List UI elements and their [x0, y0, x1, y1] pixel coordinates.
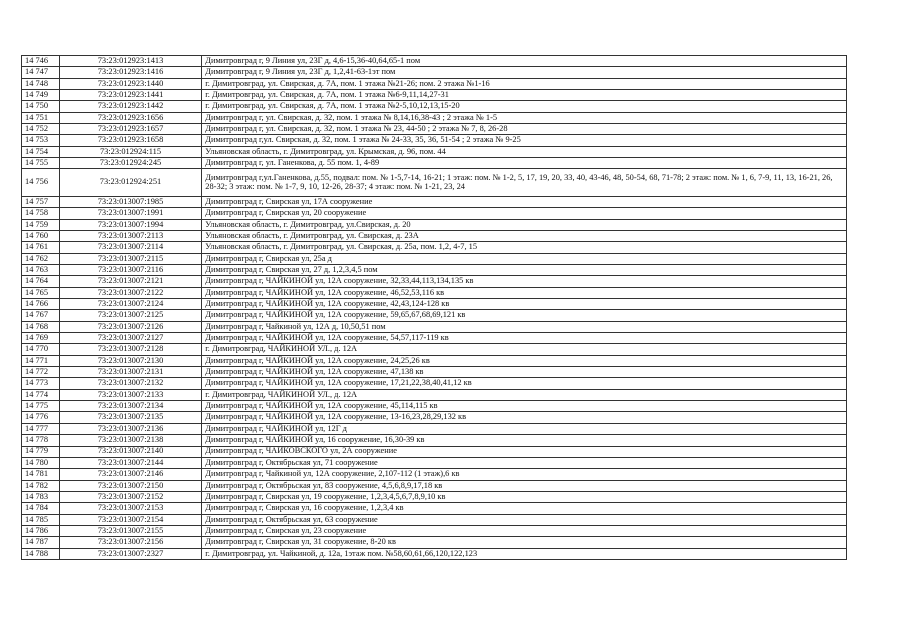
row-number-cell: 14 752 — [22, 124, 60, 135]
cadastral-number-cell: 73:23:013007:2146 — [59, 469, 202, 480]
address-cell: Димитровград г, ЧАЙКИНОЙ ул, 12А сооружение, 32,33,44,113,134,135 кв — [202, 276, 847, 287]
address-cell: г. Димитровград, ул. Чайкиной, д. 12а, 1этаж пом. №58,60,61,66,120,122,123 — [202, 548, 847, 559]
cadastral-number-cell: 73:23:013007:2132 — [59, 378, 202, 389]
address-cell: Димитровград г, ул. Свирская, д. 32, пом. 1 этажа № 23, 44-50 ; 2 этажа № 7, 8, 26-28 — [202, 124, 847, 135]
cadastral-number-cell: 73:23:013007:2134 — [59, 401, 202, 412]
address-cell: Димитровград г, Октябрьская ул, 83 сооружение, 4,5,6,8,9,17,18 кв — [202, 480, 847, 491]
table-row — [22, 196, 847, 207]
cadastral-number-cell: 73:23:013007:2116 — [59, 265, 202, 276]
address-cell: Димитровград г, ул. Ганенкова, д. 55 пом. 1, 4-89 — [202, 158, 847, 169]
address-cell: Димитровград г, ЧАЙКИНОЙ ул, 12А сооружение, 46,52,53,116 кв — [202, 287, 847, 298]
cadastral-number-cell: 73:23:013007:1985 — [59, 196, 202, 207]
row-number-cell: 14 759 — [22, 219, 60, 230]
row-number-cell: 14 760 — [22, 230, 60, 241]
address-cell: г. Димитровград, ул. Свирская, д. 7А, пом. 1 этажа №21-26; пом. 2 этажа №1-16 — [202, 78, 847, 89]
table-row — [22, 242, 847, 253]
row-number-cell: 14 776 — [22, 412, 60, 423]
table-row — [22, 101, 847, 112]
table-row — [22, 158, 847, 169]
cadastral-number-cell: 73:23:013007:2150 — [59, 480, 202, 491]
row-number-cell: 14 784 — [22, 503, 60, 514]
cadastral-number-cell: 73:23:012923:1442 — [59, 101, 202, 112]
address-cell: Димитровград г, Свирская ул, 19 сооружение, 1,2,3,4,5,6,7,8,9,10 кв — [202, 491, 847, 502]
table-row — [22, 503, 847, 514]
cadastral-number-cell: 73:23:013007:2113 — [59, 230, 202, 241]
cadastral-number-cell: 73:23:013007:1991 — [59, 208, 202, 219]
address-cell: г. Димитровград, ЧАЙКИНОЙ УЛ., д. 12А — [202, 344, 847, 355]
address-cell: Димитровград г, Свирская ул, 16 сооружение, 1,2,3,4 кв — [202, 503, 847, 514]
address-cell: Димитровград г, ЧАЙКИНОЙ ул, 12А сооружение, 54,57,117-119 кв — [202, 333, 847, 344]
cadastral-number-cell: 73:23:013007:2133 — [59, 389, 202, 400]
row-number-cell: 14 772 — [22, 367, 60, 378]
row-number-cell: 14 782 — [22, 480, 60, 491]
address-cell: Димитровград г, Свирская ул, 20 сооружение — [202, 208, 847, 219]
table-row — [22, 310, 847, 321]
row-number-cell: 14 767 — [22, 310, 60, 321]
table-row — [22, 378, 847, 389]
address-cell: Димитровград г, ЧАЙКИНОЙ ул, 12А сооружение, 47,138 кв — [202, 367, 847, 378]
row-number-cell: 14 750 — [22, 101, 60, 112]
row-number-cell: 14 788 — [22, 548, 60, 559]
cadastral-number-cell: 73:23:013007:2152 — [59, 491, 202, 502]
address-cell: Димитровград г, Свирская ул, 27 д, 1,2,3,4,5 пом — [202, 265, 847, 276]
table-row — [22, 299, 847, 310]
table-row — [22, 333, 847, 344]
cadastral-number-cell: 73:23:013007:2138 — [59, 435, 202, 446]
address-cell: г. Димитровград, ул. Свирская, д. 7А, пом. 1 этажа №6-9,11,14,27-31 — [202, 90, 847, 101]
row-number-cell: 14 748 — [22, 78, 60, 89]
address-cell: Димитровград г, ЧАЙКОВСКОГО ул, 2А сооружение — [202, 446, 847, 457]
address-cell: Димитровград г,ул.Ганенкова, д.55, подвал: пом. № 1-5,7-14, 16-21; 1 этаж: пом. № 1-2, 5, 17, 19, 20, 33, 40, 43-46, 48, 50-54, 68, 71-78; 2 этаж: пом. № 1, 6, 7-9, 11, 13, 16-21, 26, 28-32; 3 этаж: пом. № 1-7, 9, 10, 12-26, 28-37; 4 этаж: пом. № 1-21, 23, 24 — [202, 169, 847, 197]
cadastral-number-cell: 73:23:013007:2156 — [59, 537, 202, 548]
address-cell: Димитровград г, 9 Линия ул, 23Г д, 4,6-15,36-40,64,65-1 пом — [202, 56, 847, 67]
row-number-cell: 14 746 — [22, 56, 60, 67]
cadastral-number-cell: 73:23:012923:1441 — [59, 90, 202, 101]
address-cell: г. Димитровград, ул. Свирская, д. 7А, пом. 1 этажа №2-5,10,12,13,15-20 — [202, 101, 847, 112]
cadastral-number-cell: 73:23:013007:2121 — [59, 276, 202, 287]
row-number-cell: 14 757 — [22, 196, 60, 207]
cadastral-number-cell: 73:23:012923:1416 — [59, 67, 202, 78]
cadastral-number-cell: 73:23:012924:245 — [59, 158, 202, 169]
cadastral-number-cell: 73:23:013007:2131 — [59, 367, 202, 378]
address-cell: Димитровград г, Свирская ул, 25а д — [202, 253, 847, 264]
cadastral-number-cell: 73:23:012923:1658 — [59, 135, 202, 146]
address-cell: Димитровград г, ЧАЙКИНОЙ ул, 16 сооружение, 16,30-39 кв — [202, 435, 847, 446]
table-row — [22, 401, 847, 412]
row-number-cell: 14 763 — [22, 265, 60, 276]
table-row — [22, 219, 847, 230]
cadastral-number-cell: 73:23:012924:251 — [59, 169, 202, 197]
cadastral-number-cell: 73:23:013007:2124 — [59, 299, 202, 310]
table-row — [22, 56, 847, 67]
row-number-cell: 14 777 — [22, 423, 60, 434]
row-number-cell: 14 771 — [22, 355, 60, 366]
table-row — [22, 548, 847, 559]
cadastral-number-cell: 73:23:012923:1656 — [59, 112, 202, 123]
row-number-cell: 14 764 — [22, 276, 60, 287]
row-number-cell: 14 778 — [22, 435, 60, 446]
table-row — [22, 208, 847, 219]
cadastral-number-cell: 73:23:013007:2130 — [59, 355, 202, 366]
address-cell: Димитровград г, ЧАЙКИНОЙ ул, 12А сооружение, 24,25,26 кв — [202, 355, 847, 366]
cadastral-number-cell: 73:23:013007:2144 — [59, 457, 202, 468]
row-number-cell: 14 769 — [22, 333, 60, 344]
row-number-cell: 14 786 — [22, 525, 60, 536]
address-cell: Димитровград г,ул. Свирская, д. 32, пом. 1 этажа № 24-33, 35, 36, 51-54 ; 2 этажа № 9-25 — [202, 135, 847, 146]
row-number-cell: 14 762 — [22, 253, 60, 264]
table-row — [22, 412, 847, 423]
table-row — [22, 124, 847, 135]
table-row — [22, 457, 847, 468]
cadastral-number-cell: 73:23:013007:2154 — [59, 514, 202, 525]
cadastral-number-cell: 73:23:013007:2125 — [59, 310, 202, 321]
register-table — [21, 55, 847, 560]
table-row — [22, 321, 847, 332]
row-number-cell: 14 758 — [22, 208, 60, 219]
row-number-cell: 14 774 — [22, 389, 60, 400]
table-row — [22, 169, 847, 197]
row-number-cell: 14 779 — [22, 446, 60, 457]
cadastral-number-cell: 73:23:013007:2140 — [59, 446, 202, 457]
table-row — [22, 287, 847, 298]
cadastral-number-cell: 73:23:013007:2126 — [59, 321, 202, 332]
row-number-cell: 14 785 — [22, 514, 60, 525]
table-row — [22, 367, 847, 378]
table-row — [22, 135, 847, 146]
cadastral-number-cell: 73:23:013007:2135 — [59, 412, 202, 423]
address-cell: Димитровград г, ЧАЙКИНОЙ ул, 12А сооружение, 42,43,124-128 кв — [202, 299, 847, 310]
table-row — [22, 514, 847, 525]
cadastral-number-cell: 73:23:013007:2155 — [59, 525, 202, 536]
cadastral-number-cell: 73:23:013007:2153 — [59, 503, 202, 514]
row-number-cell: 14 755 — [22, 158, 60, 169]
table-row — [22, 423, 847, 434]
row-number-cell: 14 783 — [22, 491, 60, 502]
cadastral-number-cell: 73:23:013007:2327 — [59, 548, 202, 559]
row-number-cell: 14 761 — [22, 242, 60, 253]
row-number-cell: 14 754 — [22, 146, 60, 157]
cadastral-number-cell: 73:23:012924:115 — [59, 146, 202, 157]
address-cell: Димитровград г, Свирская ул, 23 сооружение — [202, 525, 847, 536]
cadastral-number-cell: 73:23:013007:2114 — [59, 242, 202, 253]
row-number-cell: 14 775 — [22, 401, 60, 412]
row-number-cell: 14 770 — [22, 344, 60, 355]
row-number-cell: 14 780 — [22, 457, 60, 468]
address-cell: Димитровград г, ЧАЙКИНОЙ ул, 12А сооружение, 45,114,115 кв — [202, 401, 847, 412]
table-row — [22, 355, 847, 366]
table-row — [22, 435, 847, 446]
table-row — [22, 491, 847, 502]
row-number-cell: 14 781 — [22, 469, 60, 480]
address-cell: Димитровград г, ЧАЙКИНОЙ ул, 12А сооружение, 13-16,23,28,29,132 кв — [202, 412, 847, 423]
table-row — [22, 276, 847, 287]
row-number-cell: 14 768 — [22, 321, 60, 332]
table-row — [22, 446, 847, 457]
address-cell: Димитровград г, ЧАЙКИНОЙ ул, 12А сооружение, 17,21,22,38,40,41,12 кв — [202, 378, 847, 389]
table-row — [22, 480, 847, 491]
table-row — [22, 230, 847, 241]
address-cell: Димитровград г, Октябрьская ул, 63 сооружение — [202, 514, 847, 525]
address-cell: Ульяновская область, г. Димитровград, ул. Крымская, д. 96, пом. 44 — [202, 146, 847, 157]
address-cell: Димитровград г, Чайкиной ул, 12А сооружение, 2,107-112 (1 этаж),6 кв — [202, 469, 847, 480]
table-row — [22, 537, 847, 548]
cadastral-number-cell: 73:23:013007:2128 — [59, 344, 202, 355]
row-number-cell: 14 751 — [22, 112, 60, 123]
address-cell: Димитровград г, Октябрьская ул, 71 сооружение — [202, 457, 847, 468]
address-cell: Димитровград г, ЧАЙКИНОЙ ул, 12А сооружение, 59,65,67,68,69,121 кв — [202, 310, 847, 321]
row-number-cell: 14 787 — [22, 537, 60, 548]
address-cell: Ульяновская область, г. Димитровград, ул.Свирская, д. 20 — [202, 219, 847, 230]
cadastral-number-cell: 73:23:013007:2122 — [59, 287, 202, 298]
row-number-cell: 14 766 — [22, 299, 60, 310]
register-table-body — [22, 56, 847, 560]
address-cell: Димитровград г, Чайкиной ул, 12А д, 10,50,51 пом — [202, 321, 847, 332]
cadastral-number-cell: 73:23:013007:1994 — [59, 219, 202, 230]
cadastral-number-cell: 73:23:013007:2127 — [59, 333, 202, 344]
address-cell: Димитровград г, 9 Линия ул, 23Г д, 1,2,41-63-1эт пом — [202, 67, 847, 78]
address-cell: Ульяновская область, г. Димитровград, ул. Свирская, д. 23А — [202, 230, 847, 241]
cadastral-number-cell: 73:23:012923:1657 — [59, 124, 202, 135]
row-number-cell: 14 756 — [22, 169, 60, 197]
cadastral-number-cell: 73:23:012923:1440 — [59, 78, 202, 89]
address-cell: г. Димитровград, ЧАЙКИНОЙ УЛ., д. 12А — [202, 389, 847, 400]
cadastral-number-cell: 73:23:013007:2136 — [59, 423, 202, 434]
address-cell: Димитровград г, ЧАЙКИНОЙ ул, 12Г д — [202, 423, 847, 434]
table-row — [22, 389, 847, 400]
table-row — [22, 146, 847, 157]
row-number-cell: 14 749 — [22, 90, 60, 101]
address-cell: Димитровград г, Свирская ул, 31 сооружение, 8-20 кв — [202, 537, 847, 548]
table-row — [22, 469, 847, 480]
table-row — [22, 253, 847, 264]
row-number-cell: 14 753 — [22, 135, 60, 146]
address-cell: Ульяновская область, г. Димитровград, ул. Свирская, д. 25а, пом. 1,2, 4-7, 15 — [202, 242, 847, 253]
table-row — [22, 112, 847, 123]
cadastral-number-cell: 73:23:012923:1413 — [59, 56, 202, 67]
table-row — [22, 344, 847, 355]
table-row — [22, 78, 847, 89]
address-cell: Димитровград г, ул. Свирская, д. 32, пом. 1 этажа № 8,14,16,38-43 ; 2 этажа № 1-5 — [202, 112, 847, 123]
table-row — [22, 525, 847, 536]
row-number-cell: 14 747 — [22, 67, 60, 78]
table-row — [22, 265, 847, 276]
table-row — [22, 90, 847, 101]
address-cell: Димитровград г, Свирская ул, 17А сооружение — [202, 196, 847, 207]
table-row — [22, 67, 847, 78]
row-number-cell: 14 773 — [22, 378, 60, 389]
row-number-cell: 14 765 — [22, 287, 60, 298]
cadastral-number-cell: 73:23:013007:2115 — [59, 253, 202, 264]
